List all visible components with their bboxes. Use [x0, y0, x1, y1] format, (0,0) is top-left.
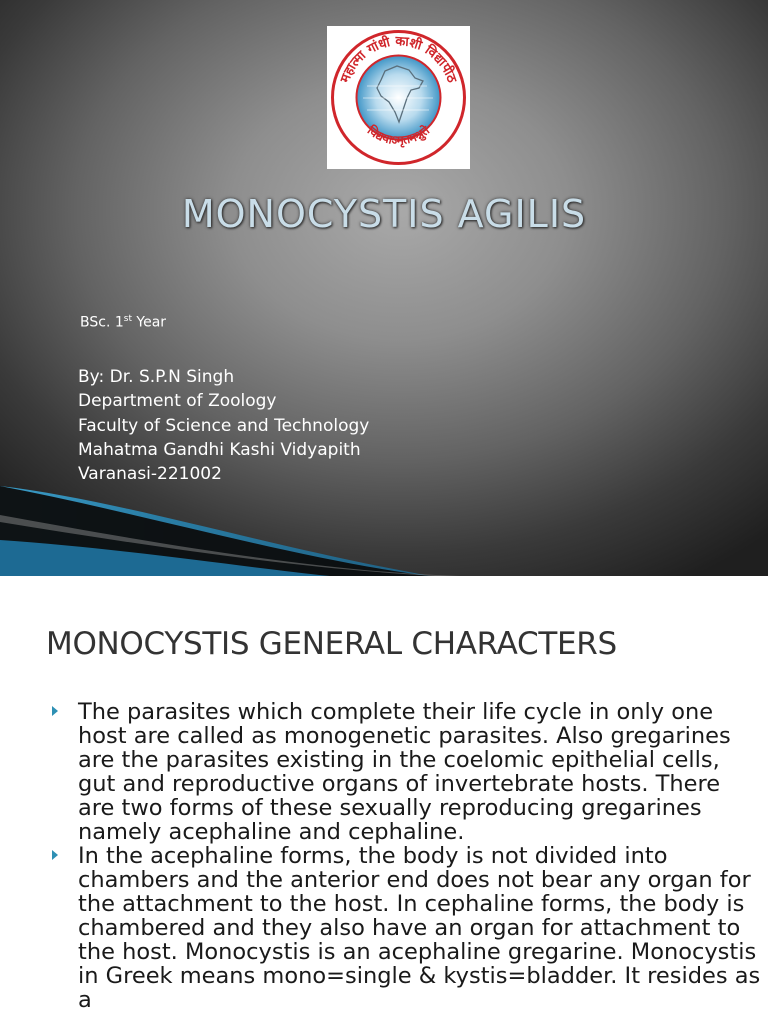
- slide-heading: MONOCYSTIS GENERAL CHARACTERS: [46, 626, 617, 662]
- slide-title: MONOCYSTIS AGILIS: [181, 192, 587, 236]
- faculty-line: Faculty of Science and Technology: [78, 415, 370, 436]
- bullet-arrow-icon: [52, 706, 58, 716]
- university-logo: [327, 26, 470, 169]
- city-line: Varanasi-221002: [78, 464, 222, 485]
- bullet-arrow-icon: [52, 850, 58, 860]
- year-sup: st: [123, 314, 132, 324]
- year-suffix: Year: [131, 314, 167, 331]
- bullet-item: [50, 700, 762, 844]
- author-line: By: Dr. S.P.N Singh: [78, 367, 235, 387]
- bullet-item: [50, 844, 762, 1012]
- content-slide: [0, 576, 768, 1024]
- year-prefix: BSc. 1: [80, 314, 124, 331]
- bullet-text: In the acephaline forms, the body is not divided into chambers and the anterior end does not bear any organ for the attachment to the host. In cephaline forms, the body is chambered and they also have an organ for attachment to the host. Monocystis is an acephaline gregarine. Monocystis in Greek means mono=single & kystis=bladder. It resides as a: [78, 843, 761, 1013]
- bullet-list: [50, 700, 762, 1012]
- author-info: [78, 365, 369, 486]
- bullet-text: The parasites which complete their life cycle in only one host are called as monogenetic parasites. Also gregarines are the parasites existing in the coelomic epithelial cells, gut and reproductive organs of invertebrate hosts. There are two forms of these sexually reproducing gregarines namely acephaline and cephaline.: [78, 699, 731, 845]
- department-line: Department of Zoology: [78, 391, 277, 412]
- logo-ring-text: महात्मा गांधी काशी विद्यापीठ: [337, 34, 460, 85]
- logo-motto-text: विद्ययाऽमृतमश्नुते: [364, 123, 433, 148]
- course-year: [80, 314, 166, 331]
- university-line: Mahatma Gandhi Kashi Vidyapith: [78, 439, 361, 460]
